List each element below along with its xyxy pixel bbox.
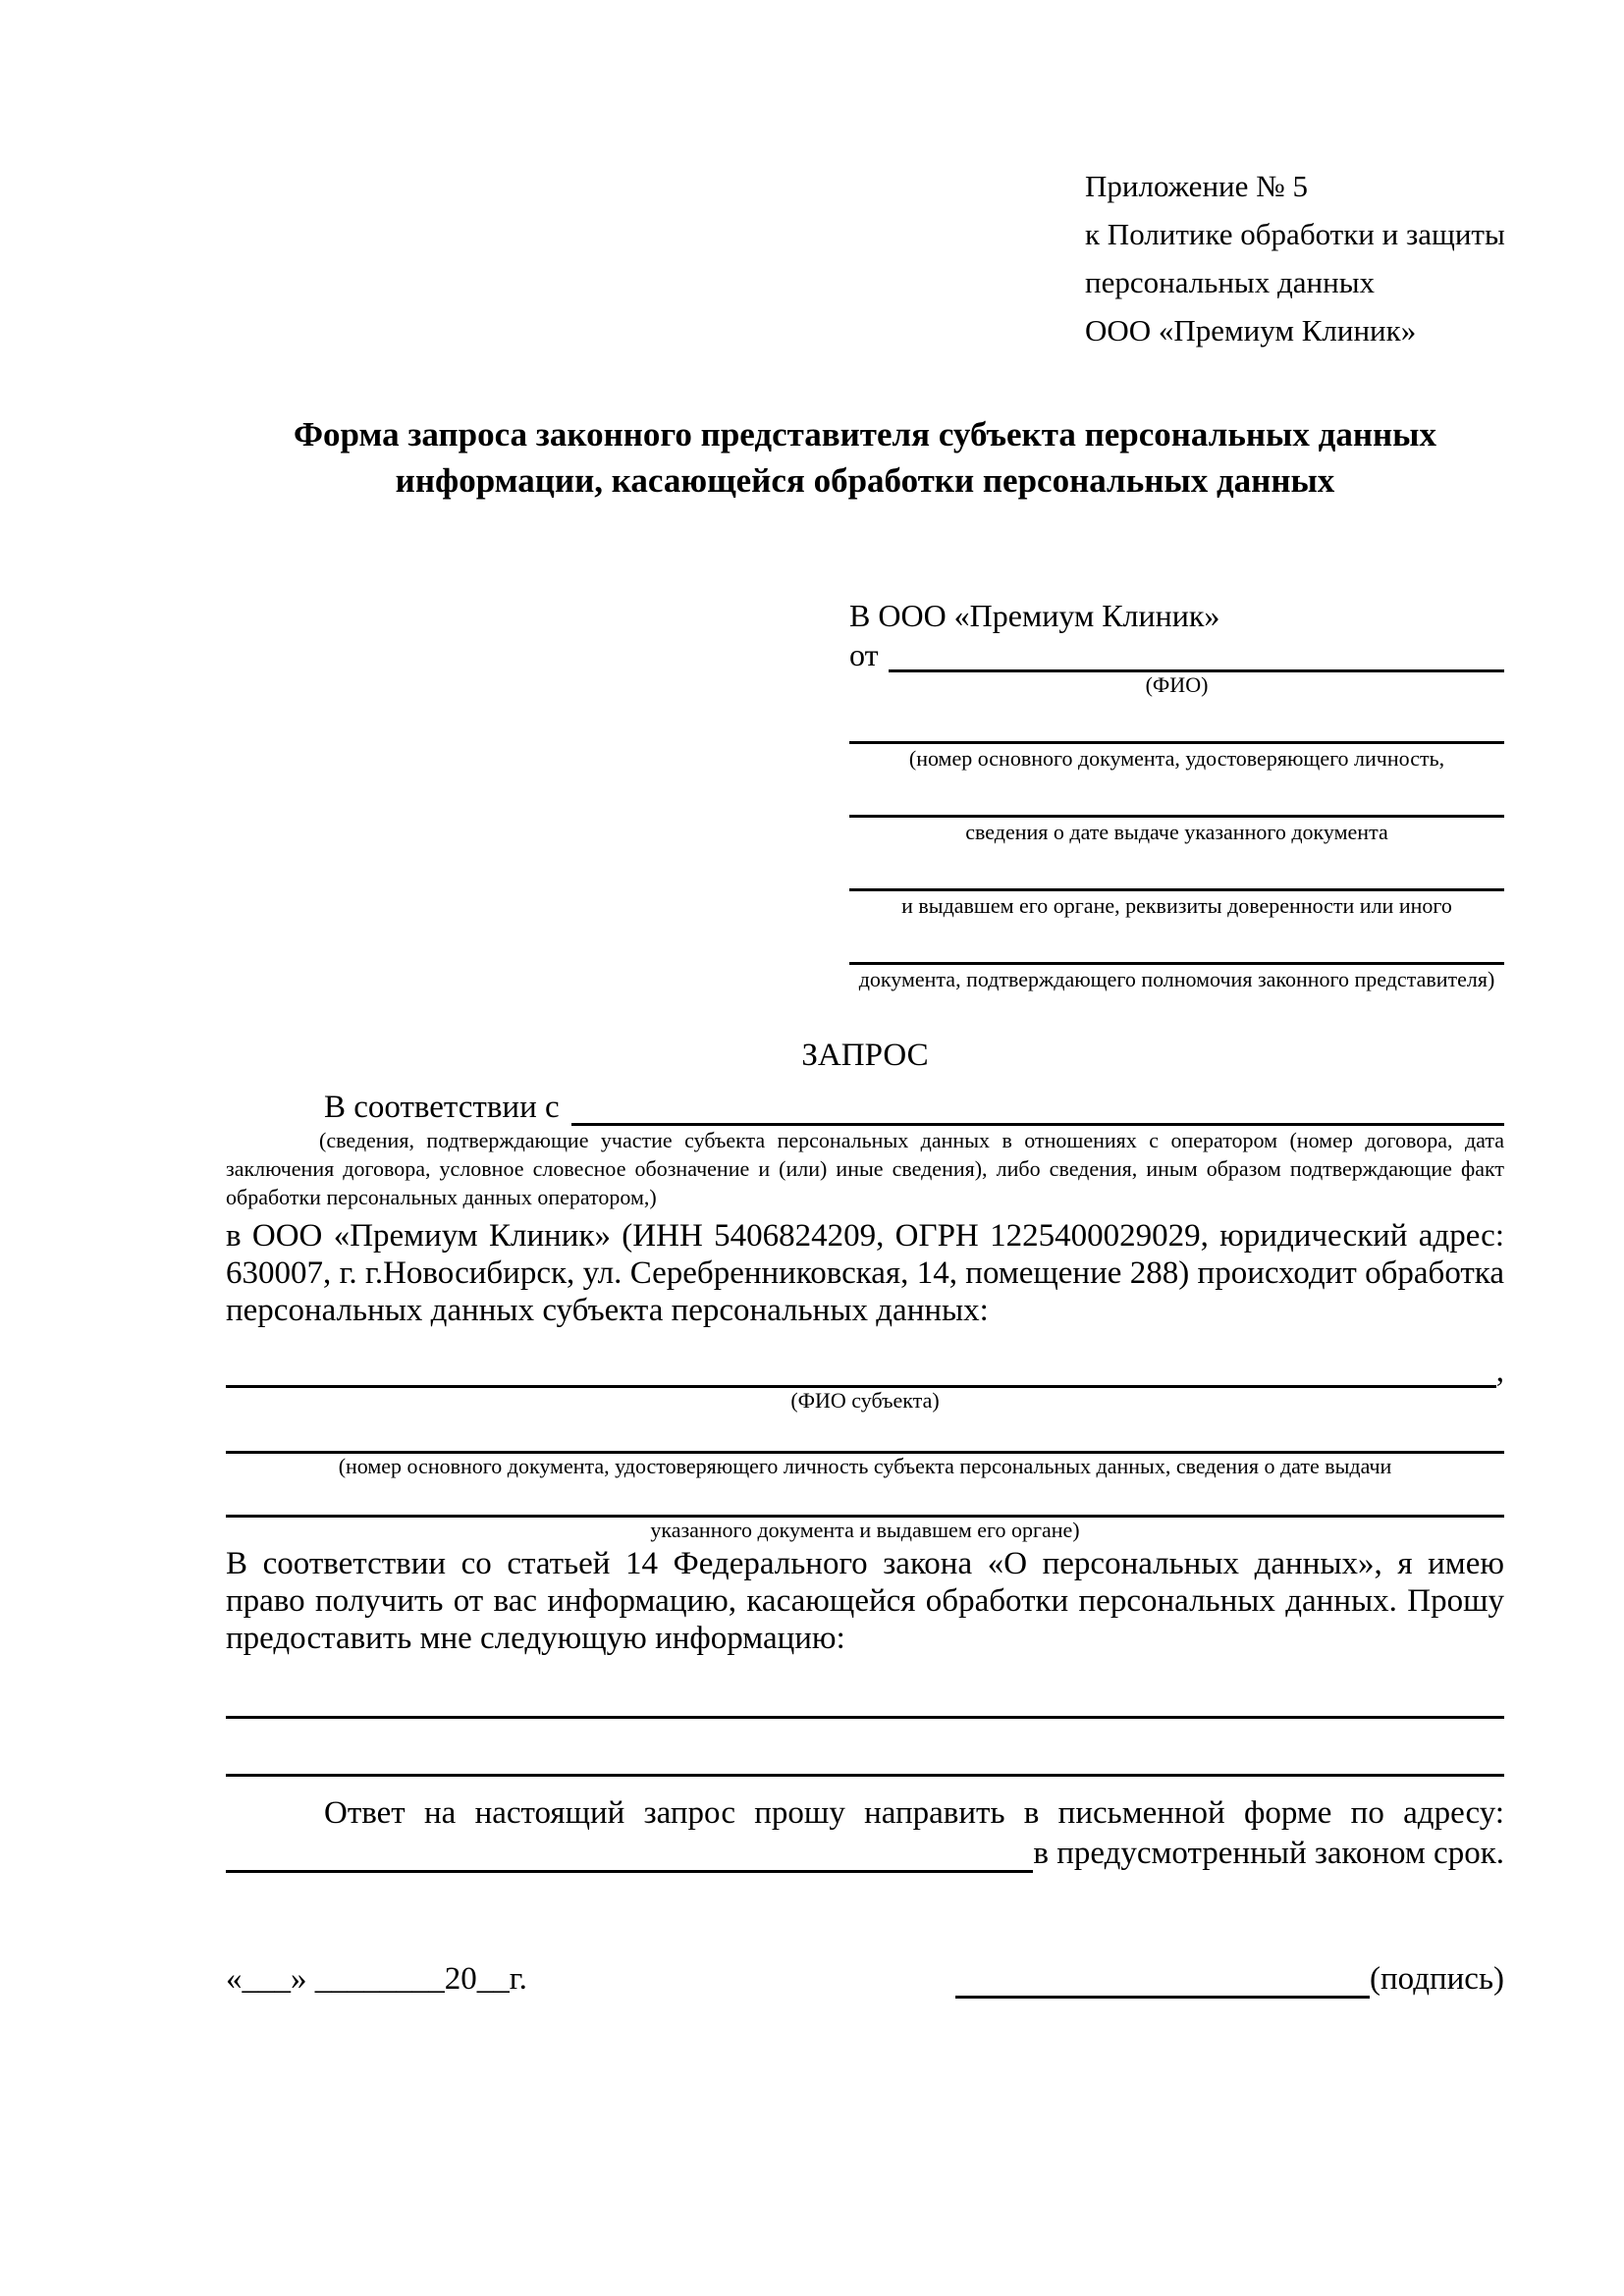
doc-caption: сведения о дате выдаче указанного документа [965, 820, 1388, 844]
appendix-line: Приложение № 5 [1085, 169, 1308, 203]
operator-paragraph: в ООО «Премиум Клиник» (ИНН 5406824209, ОГРН 1225400029029, юридический адрес: 630007, г. г.Новосибирск, ул. Серебренниковская, 14, помещение 288) происходит обработка персональных данных субъекта персональных данных: [226, 1218, 1504, 1328]
fill-in-line [226, 1356, 1496, 1388]
opening-caption: (сведения, подтверждающие участие субъекта персональных данных в отношениях с оператором (номер договора, дата заключения договора, условное словесное обозначение и (или) иные сведения), либо сведения, иным образом подтверждающие факт обработки персональных данных оператором,) [226, 1128, 1504, 1209]
fill-in-line [889, 640, 1504, 672]
doc-caption: документа, подтверждающего полномочия законного представителя) [858, 967, 1495, 991]
fill-in-line [226, 1414, 1504, 1454]
recipient-org: В ООО «Премиум Клиник» [849, 598, 1220, 633]
document-title: Форма запроса законного представителя субъекта персональных данных информации, касающейся обработки персональных данных [294, 415, 1436, 500]
fill-in-line [226, 1679, 1504, 1719]
fill-in-line [849, 851, 1504, 891]
fill-in-line [226, 1479, 1504, 1518]
subject-doc-caption: (номер основного документа, удостоверяющего личность субъекта персональных данных, сведения о дате выдачи [338, 1454, 1392, 1478]
from-label: от [849, 637, 879, 672]
from-field [849, 635, 1504, 672]
reply-address-field [226, 1832, 1504, 1873]
fill-in-line [849, 777, 1504, 818]
signature-caption: (подпись) [1370, 1961, 1504, 1997]
subject-doc-caption: указанного документа и выдавшем его органе) [650, 1518, 1080, 1542]
reply-tail: в предусмотренный законом срок. [1033, 1836, 1504, 1871]
opening-field [226, 1087, 1504, 1126]
trailing-comma: , [1495, 1354, 1504, 1389]
appendix-line: к Политике обработки и защиты [1085, 217, 1505, 251]
subject-fio-caption: (ФИО субъекта) [790, 1388, 940, 1413]
appendix-line: персональных данных [1085, 265, 1376, 299]
subject-fio-field [226, 1353, 1504, 1388]
fill-in-line [571, 1094, 1504, 1126]
appendix-note [1085, 162, 1504, 354]
signature-line [955, 1964, 1370, 1999]
appendix-line: ООО «Премиум Клиник» [1085, 313, 1417, 347]
opening-label: В соответствии с [324, 1090, 560, 1125]
doc-caption: (номер основного документа, удостоверяющего личность, [908, 746, 1445, 771]
fio-caption: (ФИО) [1145, 672, 1209, 697]
signature-field [955, 1959, 1504, 1999]
reply-paragraph: Ответ на настоящий запрос прошу направить в письменной форме по адресу: [324, 1795, 1504, 1831]
doc-caption: и выдавшем его органе, реквизиты доверенности или иного [901, 893, 1452, 918]
fill-in-line [226, 1719, 1504, 1777]
request-heading: ЗАПРОС [801, 1038, 929, 1073]
law-paragraph: В соответствии со статьей 14 Федерального закона «О персональных данных», я имею право получить от вас информацию, касающейся обработки персональных данных. Прошу предоставить мне следующую информацию: [226, 1546, 1504, 1656]
fill-in-line [849, 704, 1504, 744]
fill-in-line [226, 1841, 1033, 1873]
document-content [226, 162, 1504, 1999]
fill-in-line [849, 925, 1504, 965]
footer [226, 1959, 1504, 1999]
date-field: «___» ________20__г. [226, 1961, 527, 1997]
addressee-block [849, 596, 1504, 992]
